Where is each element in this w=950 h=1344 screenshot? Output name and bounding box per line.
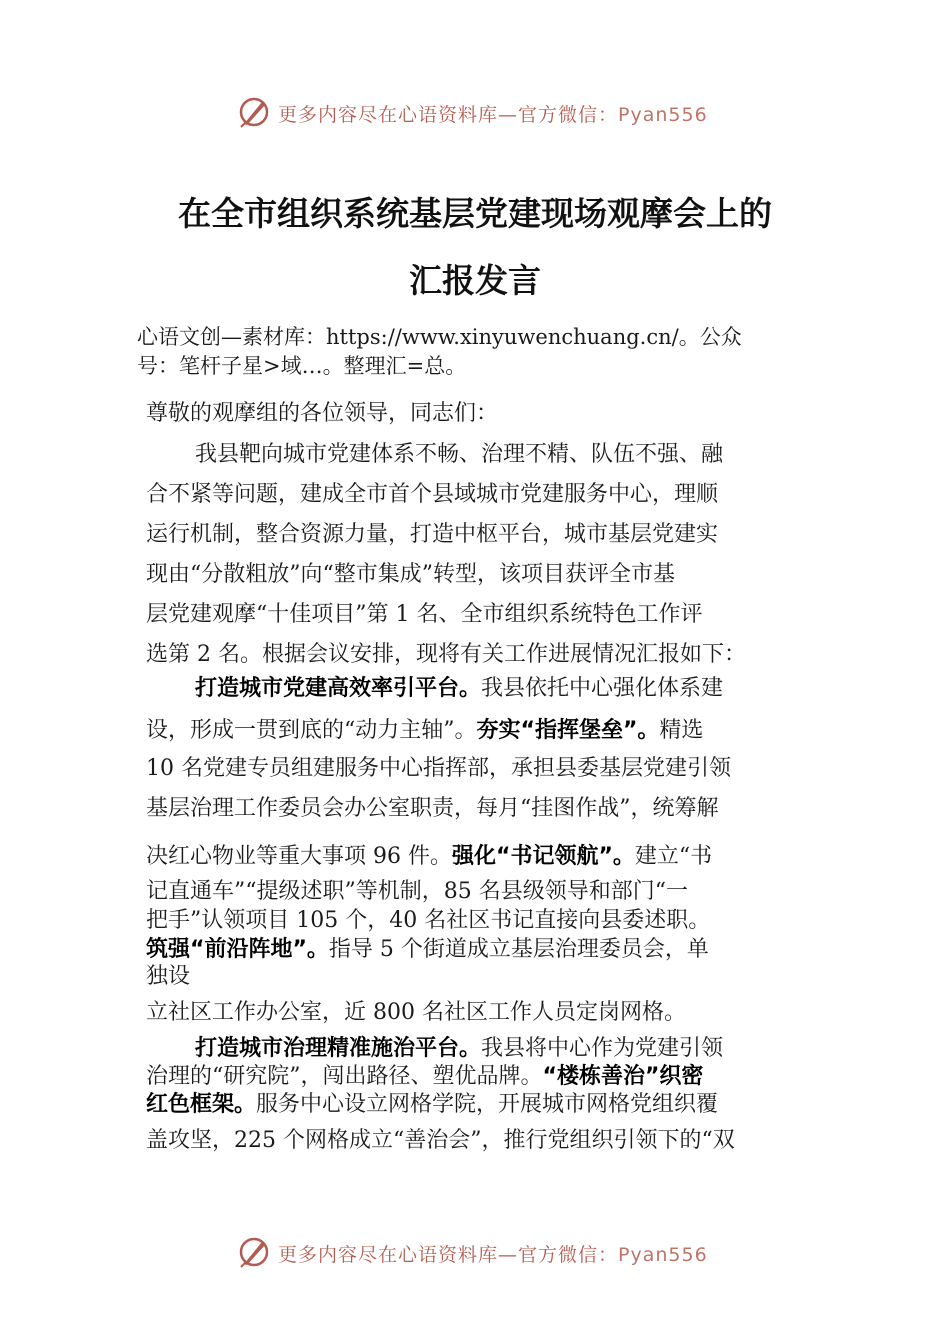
watermark-wechat-id: Pyan556	[618, 1244, 708, 1266]
source-line-1: 心语文创—素材库：https://www.xinyuwenchuang.cn/。公众	[137, 325, 742, 349]
document-title-line1: 在全市组织系统基层党建现场观摩会上的	[178, 194, 772, 233]
section-2-heading: 打造城市治理精准施治平台。	[195, 1036, 482, 1061]
paragraph-line: 现由“分散粗放”向“整市集成”转型，该项目获评全市基	[146, 562, 675, 587]
paragraph-line: 把手”认领项目 105 个，40 名社区书记直接向县委述职。	[146, 908, 711, 933]
paragraph-line: 独设	[146, 964, 191, 989]
salutation: 尊敬的观摩组的各位领导，同志们：	[146, 401, 499, 426]
paragraph-line: 基层治理工作委员会办公室职责，每月“挂图作战”，统筹解	[146, 796, 719, 821]
paragraph-line: 记直通车”“提级述职”等机制，85 名县级领导和部门“一	[146, 879, 688, 904]
paragraph-line: 立社区工作办公室，近 800 名社区工作人员定岗网格。	[146, 1000, 686, 1025]
paragraph-line: 层党建观摩“十佳项目”第 1 名、全市组织系统特色工作评	[146, 602, 703, 627]
paragraph-line: 决红心物业等重大事项 96 件。强化“书记领航”。建立“书	[146, 844, 713, 869]
paragraph-line: 运行机制，整合资源力量，打造中枢平台，城市基层党建实	[146, 522, 719, 547]
header-watermark	[0, 92, 950, 132]
paragraph-line: 筑强“前沿阵地”。指导 5 个街道成立基层治理委员会，单	[146, 937, 709, 962]
section-1-heading: 打造城市党建高效率引平台。	[195, 676, 482, 701]
paragraph-line: 设，形成一贯到底的“动力主轴”。夯实“指挥堡垒”。精选	[146, 718, 704, 743]
section-2-first-line: 打造城市治理精准施治平台。我县将中心作为党建引领	[195, 1036, 724, 1061]
paragraph-line: 选第 2 名。根据会议安排，现将有关工作进展情况汇报如下：	[146, 642, 746, 667]
subheading: 筑强“前沿阵地”。	[146, 937, 329, 962]
section-1-first-line: 打造城市党建高效率引平台。我县依托中心强化体系建	[195, 676, 724, 701]
paragraph-line: 10 名党建专员组建服务中心指挥部，承担县委基层党建引领	[146, 756, 731, 781]
subheading: 红色框架。	[146, 1092, 257, 1117]
paragraph-line: 治理的“研究院”，闯出路径、塑优品牌。“楼栋善治”织密	[146, 1064, 704, 1089]
document-title-line2: 汇报发言	[409, 261, 541, 300]
watermark-text: 更多内容尽在心语资料库—官方微信：	[278, 1244, 619, 1266]
quill-logo-icon	[236, 94, 272, 130]
subheading: 强化“书记领航”。	[451, 844, 635, 869]
footer-watermark	[0, 1232, 950, 1272]
watermark-wechat-id: Pyan556	[618, 104, 708, 126]
source-line-2: 号：笔杆子星>域…。整理汇=总。	[137, 354, 467, 378]
paragraph-line: 我县靶向城市党建体系不畅、治理不精、队伍不强、融	[195, 442, 724, 467]
quill-logo-icon	[236, 1234, 272, 1270]
subheading: 夯实“指挥堡垒”。	[476, 718, 660, 743]
paragraph-line: 盖攻坚，225 个网格成立“善治会”，推行党组织引领下的“双	[146, 1128, 735, 1153]
watermark-text: 更多内容尽在心语资料库—官方微信：	[278, 104, 619, 126]
subheading: “楼栋善治”织密	[542, 1064, 704, 1089]
paragraph-line: 红色框架。服务中心设立网格学院，开展城市网格党组织覆	[146, 1092, 719, 1117]
paragraph-line: 合不紧等问题，建成全市首个县域城市党建服务中心，理顺	[146, 482, 719, 507]
